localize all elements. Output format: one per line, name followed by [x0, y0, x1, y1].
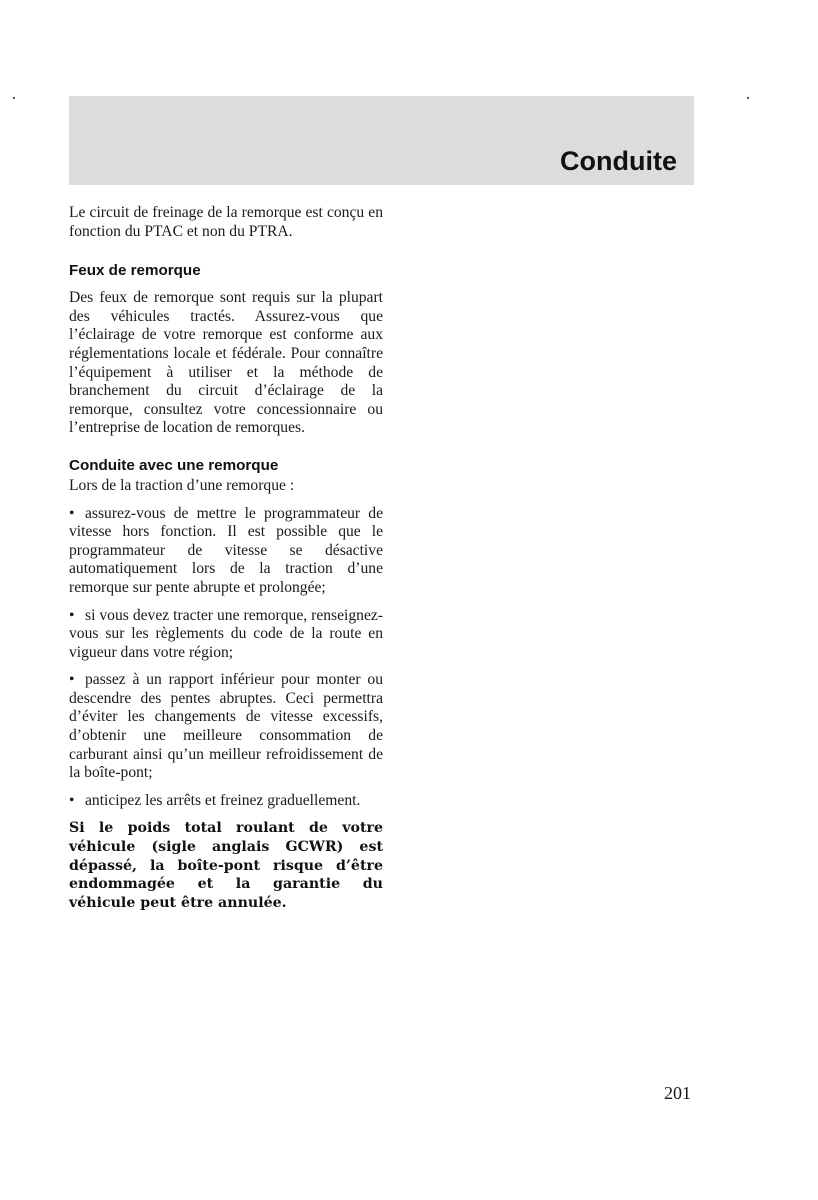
driving-intro-paragraph: Lors de la traction d’une remorque :	[69, 476, 295, 494]
intro-paragraph: Le circuit de freinage de la remorque est conçu en fonction du PTAC et non du PTRA.	[69, 204, 383, 240]
driving-tips-list	[69, 505, 383, 811]
bullet-icon: •	[69, 671, 75, 689]
list-item-text: assurez-vous de mettre le programmateur de vitesse hors fonction. Il est possible que le programmateur de vitesse se désactive automatiquement lors de la traction d’une remorque sur pente abrupte et prolongée;	[69, 504, 383, 596]
list-item	[69, 792, 383, 811]
bullet-icon: •	[69, 791, 75, 809]
page-content	[69, 204, 383, 912]
bullet-icon: •	[69, 504, 75, 522]
section-heading-driving-with-trailer: Conduite avec une remorque	[69, 456, 279, 474]
section-heading-trailer-lights: Feux de remorque	[69, 262, 201, 280]
page-number: 201	[664, 1083, 691, 1103]
list-item-text: anticipez les arrêts et freinez graduellement.	[85, 791, 361, 809]
gcwr-warning: Si le poids total roulant de votre véhicule (sigle anglais GCWR) est dépassé, la boîte-pont risque d’être endommagée et la garantie du véhicule peut être annulée.	[69, 820, 383, 911]
list-item	[69, 505, 383, 598]
chapter-title: Conduite	[560, 146, 677, 176]
trailer-lights-paragraph: Des feux de remorque sont requis sur la plupart des véhicules tractés. Assurez-vous que l’éclairage de votre remorque est conforme aux réglementations locale et fédérale. Pour connaître l’équipement à utiliser et la méthode de branchement du circuit d’éclairage de la remorque, consultez votre concessionnaire ou l’entreprise de location de remorques.	[69, 289, 383, 437]
crop-mark-left	[13, 97, 15, 99]
list-item	[69, 607, 383, 663]
crop-mark-right	[747, 97, 749, 99]
bullet-icon: •	[69, 606, 75, 624]
list-item	[69, 671, 383, 783]
list-item-text: si vous devez tracter une remorque, renseignez-vous sur les règlements du code de la route en vigueur dans votre région;	[69, 606, 383, 661]
list-item-text: passez à un rapport inférieur pour monter ou descendre des pentes abruptes. Ceci permettra d’éviter les changements de vitesse excessifs, d’obtenir une meilleure consommation de carburant ainsi qu’un meilleur refroidissement de la boîte-pont;	[69, 671, 383, 782]
chapter-header-band	[69, 96, 694, 185]
